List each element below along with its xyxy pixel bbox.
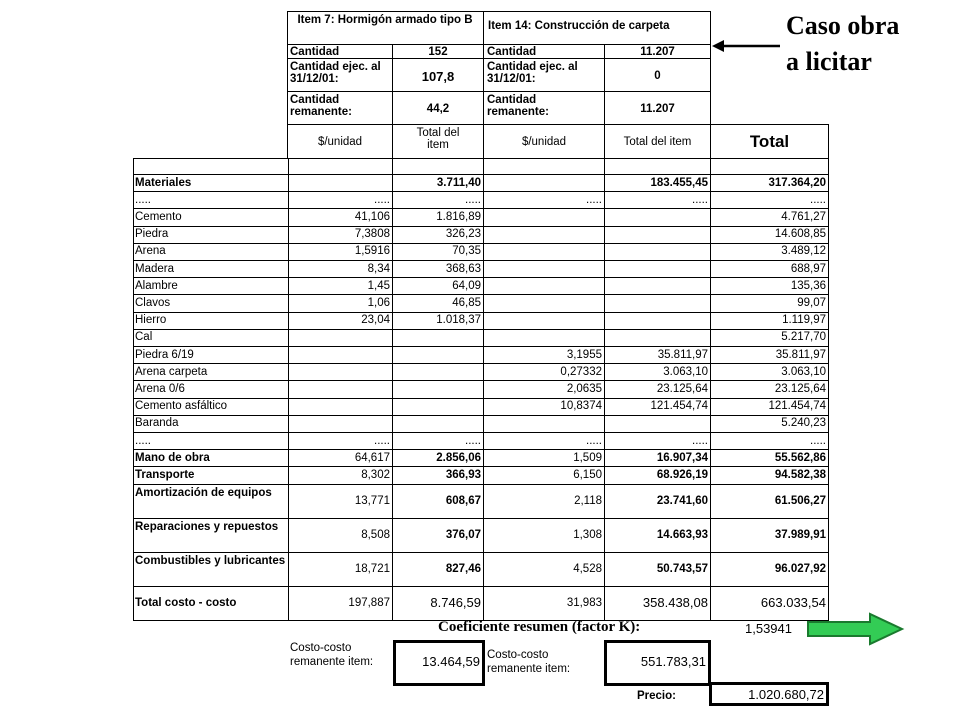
cell-total-7: 70,35 — [452, 245, 481, 258]
cell-unit-14: 1,509 — [573, 451, 602, 464]
cell-label: Cal — [135, 331, 153, 344]
coef-value: 1,53941 — [745, 622, 792, 636]
cell-total: 663.033,54 — [760, 596, 826, 609]
cell-label: Combustibles y lubricantes — [135, 554, 286, 567]
row-separator — [133, 398, 828, 399]
table-border — [133, 158, 828, 159]
cell-total-7: 1.816,89 — [436, 211, 481, 223]
cell-unit-7: 41,106 — [354, 211, 390, 223]
cell-total: 317.364,20 — [768, 176, 826, 189]
cell-total-14: ..... — [692, 434, 708, 447]
cell-unit-7: 13,771 — [354, 494, 390, 507]
column-separator — [133, 158, 134, 621]
cell-total: 5.240,23 — [781, 417, 826, 430]
cell-label: Materiales — [135, 176, 192, 189]
cell-unit-7: 1,45 — [367, 279, 390, 292]
row-separator — [133, 586, 828, 587]
cell-total-14: 35.811,97 — [657, 348, 708, 361]
costo1-label: Costo-costo remanente item: — [290, 642, 374, 668]
row-separator — [133, 415, 828, 416]
cell-total-14: 121.454,74 — [650, 400, 708, 413]
remanente-label-7: Cantidad remanente: — [290, 94, 352, 118]
cell-label: Mano de obra — [135, 451, 210, 464]
remanente-label-14: Cantidad remanente: — [487, 94, 549, 118]
row-separator — [133, 243, 828, 244]
cell-total-7: 8.746,59 — [430, 596, 481, 609]
cell-total: 135,36 — [790, 279, 826, 292]
cell-unit-7: ..... — [374, 434, 390, 447]
cell-total-7: 64,09 — [452, 279, 481, 292]
column-separator — [288, 158, 289, 621]
cell-label: Arena 0/6 — [135, 383, 185, 395]
cell-unit-7: 197,887 — [348, 596, 390, 609]
item7-remanente: 44,2 — [426, 103, 450, 115]
ejec-label-14: Cantidad ejec. al 31/12/01: — [487, 61, 578, 85]
cell-unit-7: 8,302 — [361, 469, 390, 481]
per-unit-header-7: $/unidad — [317, 136, 363, 148]
cell-label: Amortización de equipos — [135, 486, 272, 499]
coef-label: Coeficiente resumen (factor K): — [438, 619, 641, 635]
cell-unit-7: 7,3808 — [354, 228, 390, 241]
row-separator — [133, 329, 828, 330]
cell-total: 61.506,27 — [774, 494, 826, 507]
cell-total: 99,07 — [797, 297, 826, 309]
cell-total-14: ..... — [692, 193, 708, 206]
total-header: Total — [749, 133, 790, 151]
cell-label: Cemento asfáltico — [135, 400, 228, 413]
cell-unit-14: 3,1955 — [566, 348, 602, 361]
item7-cantidad: 152 — [428, 46, 448, 58]
cell-unit-14: ..... — [586, 434, 602, 447]
cell-unit-7: 8,34 — [367, 262, 390, 275]
cell-unit-14: 4,528 — [573, 562, 602, 575]
item14-title: Item 14: Construcción de carpeta — [488, 20, 670, 32]
row-separator — [133, 277, 828, 278]
column-separator — [604, 158, 605, 621]
cell-total-7: 1.018,37 — [436, 314, 481, 327]
item14-remanente: 11.207 — [640, 103, 675, 115]
cell-label: Total costo - costo — [135, 596, 237, 609]
row-separator — [133, 226, 828, 227]
cell-total: 3.489,12 — [781, 245, 826, 258]
column-separator — [828, 158, 829, 621]
costo1-value: 13.464,59 — [422, 655, 480, 669]
cell-unit-14: 1,308 — [573, 528, 602, 541]
cantidad-label-7: Cantidad — [290, 46, 340, 58]
item14-ejec: 0 — [654, 70, 661, 82]
cell-total-14: 68.926,19 — [656, 469, 708, 481]
cell-label: Cemento — [135, 211, 182, 223]
cell-unit-14: 2,118 — [574, 494, 602, 507]
cell-total-7: 376,07 — [445, 528, 481, 541]
cell-label: Madera — [135, 262, 174, 275]
cell-total-14: 183.455,45 — [650, 176, 708, 189]
cell-unit-7: 1,06 — [367, 297, 390, 309]
per-unit-header-14: $/unidad — [521, 136, 567, 148]
cell-label: ..... — [135, 434, 151, 447]
item7-title: Item 7: Hormigón armado tipo B — [297, 14, 473, 26]
cell-total-7: ..... — [465, 193, 481, 206]
cell-label: Hierro — [135, 314, 167, 327]
row-separator — [133, 174, 828, 175]
row-separator — [133, 191, 828, 192]
cell-label: Piedra 6/19 — [135, 348, 194, 361]
cell-unit-7: 1,5916 — [354, 245, 390, 258]
cell-total: ..... — [810, 434, 826, 447]
row-separator — [133, 312, 828, 313]
note-line-1: Caso obra — [786, 12, 900, 40]
item7-ejec: 107,8 — [421, 70, 455, 84]
cell-label: ..... — [135, 193, 151, 206]
column-separator — [710, 158, 711, 621]
cell-total-14: 50.743,57 — [656, 562, 708, 575]
cell-total: 23.125,64 — [774, 383, 826, 395]
cell-unit-14: ..... — [586, 193, 602, 206]
cell-total-14: 14.663,93 — [656, 528, 708, 541]
costo2-value: 551.783,31 — [640, 655, 706, 669]
cell-unit-7: 18,721 — [354, 562, 390, 575]
cell-total: 1.119,97 — [782, 314, 826, 327]
cell-label: Piedra — [135, 228, 169, 241]
cell-unit-7: 64,617 — [354, 451, 390, 464]
column-separator — [483, 158, 484, 621]
row-separator — [133, 363, 828, 364]
cantidad-label-14: Cantidad — [487, 46, 537, 58]
row-separator — [133, 260, 828, 261]
cell-unit-7: 8,508 — [361, 528, 390, 541]
cell-total-7: 3.711,40 — [436, 176, 481, 189]
cell-total: 55.562,86 — [774, 451, 826, 464]
row-separator — [133, 346, 828, 347]
row-separator — [133, 449, 828, 450]
cell-label: Clavos — [135, 297, 171, 309]
cell-total: 35.811,97 — [775, 348, 826, 361]
cell-total: 37.989,91 — [774, 528, 826, 541]
row-separator — [133, 466, 828, 467]
cell-label: Transporte — [135, 469, 195, 481]
cell-total-14: 23.125,64 — [656, 383, 708, 395]
total-item-header-14: Total del item — [623, 136, 692, 148]
cell-total-14: 358.438,08 — [642, 596, 708, 609]
item14-cantidad: 11.207 — [640, 46, 675, 58]
cell-total-7: 608,67 — [445, 494, 481, 507]
row-separator — [133, 380, 828, 381]
precio-label: Precio: — [637, 690, 676, 702]
arrow-right-icon — [806, 612, 906, 646]
arrow-left-icon — [710, 38, 782, 54]
cell-total: 5.217,70 — [781, 331, 826, 344]
cell-label: Alambre — [135, 279, 178, 292]
cell-total-14: 3.063,10 — [663, 365, 708, 378]
cell-total: 14.608,85 — [774, 228, 826, 241]
row-separator — [133, 208, 828, 209]
precio-value: 1.020.680,72 — [748, 688, 824, 702]
column-separator — [392, 158, 393, 621]
cell-total-7: ..... — [465, 434, 481, 447]
cell-total: 96.027,92 — [774, 562, 826, 575]
cell-unit-14: 31,983 — [566, 596, 602, 609]
cell-total-7: 46,85 — [452, 297, 481, 309]
cell-label: Reparaciones y repuestos — [135, 520, 279, 533]
cell-unit-14: 0,27332 — [560, 365, 602, 378]
cell-total: 94.582,38 — [774, 469, 826, 481]
cell-total-7: 2.856,06 — [436, 451, 481, 464]
cell-total: 688,97 — [790, 262, 826, 275]
cell-unit-14: 10,8374 — [560, 400, 602, 413]
cell-unit-14: 6,150 — [573, 469, 602, 481]
cell-total: 3.063,10 — [781, 365, 826, 378]
cell-total-7: 368,63 — [445, 262, 481, 275]
cell-unit-7: 23,04 — [361, 314, 390, 327]
cell-total: 121.454,74 — [768, 400, 826, 413]
row-separator — [133, 432, 828, 433]
cell-label: Arena carpeta — [135, 365, 208, 378]
cell-total-14: 23.741,60 — [656, 494, 708, 507]
cell-label: Baranda — [135, 417, 179, 430]
ejec-label-7: Cantidad ejec. al 31/12/01: — [290, 61, 381, 85]
cell-unit-14: 2,0635 — [566, 383, 602, 395]
cell-label: Arena — [135, 245, 166, 258]
cell-unit-7: ..... — [374, 193, 390, 206]
cell-total-7: 827,46 — [445, 562, 481, 575]
total-item-header-7: Total del item — [416, 127, 460, 151]
note-line-2: a licitar — [786, 48, 872, 76]
cell-total: 4.761,27 — [781, 211, 826, 223]
row-separator — [133, 294, 828, 295]
cell-total-7: 326,23 — [445, 228, 481, 241]
cell-total-7: 366,93 — [445, 469, 481, 481]
cell-total: ..... — [810, 193, 826, 206]
cell-total-14: 16.907,34 — [656, 451, 708, 464]
costo2-label: Costo-costo remanente item: — [487, 649, 571, 675]
